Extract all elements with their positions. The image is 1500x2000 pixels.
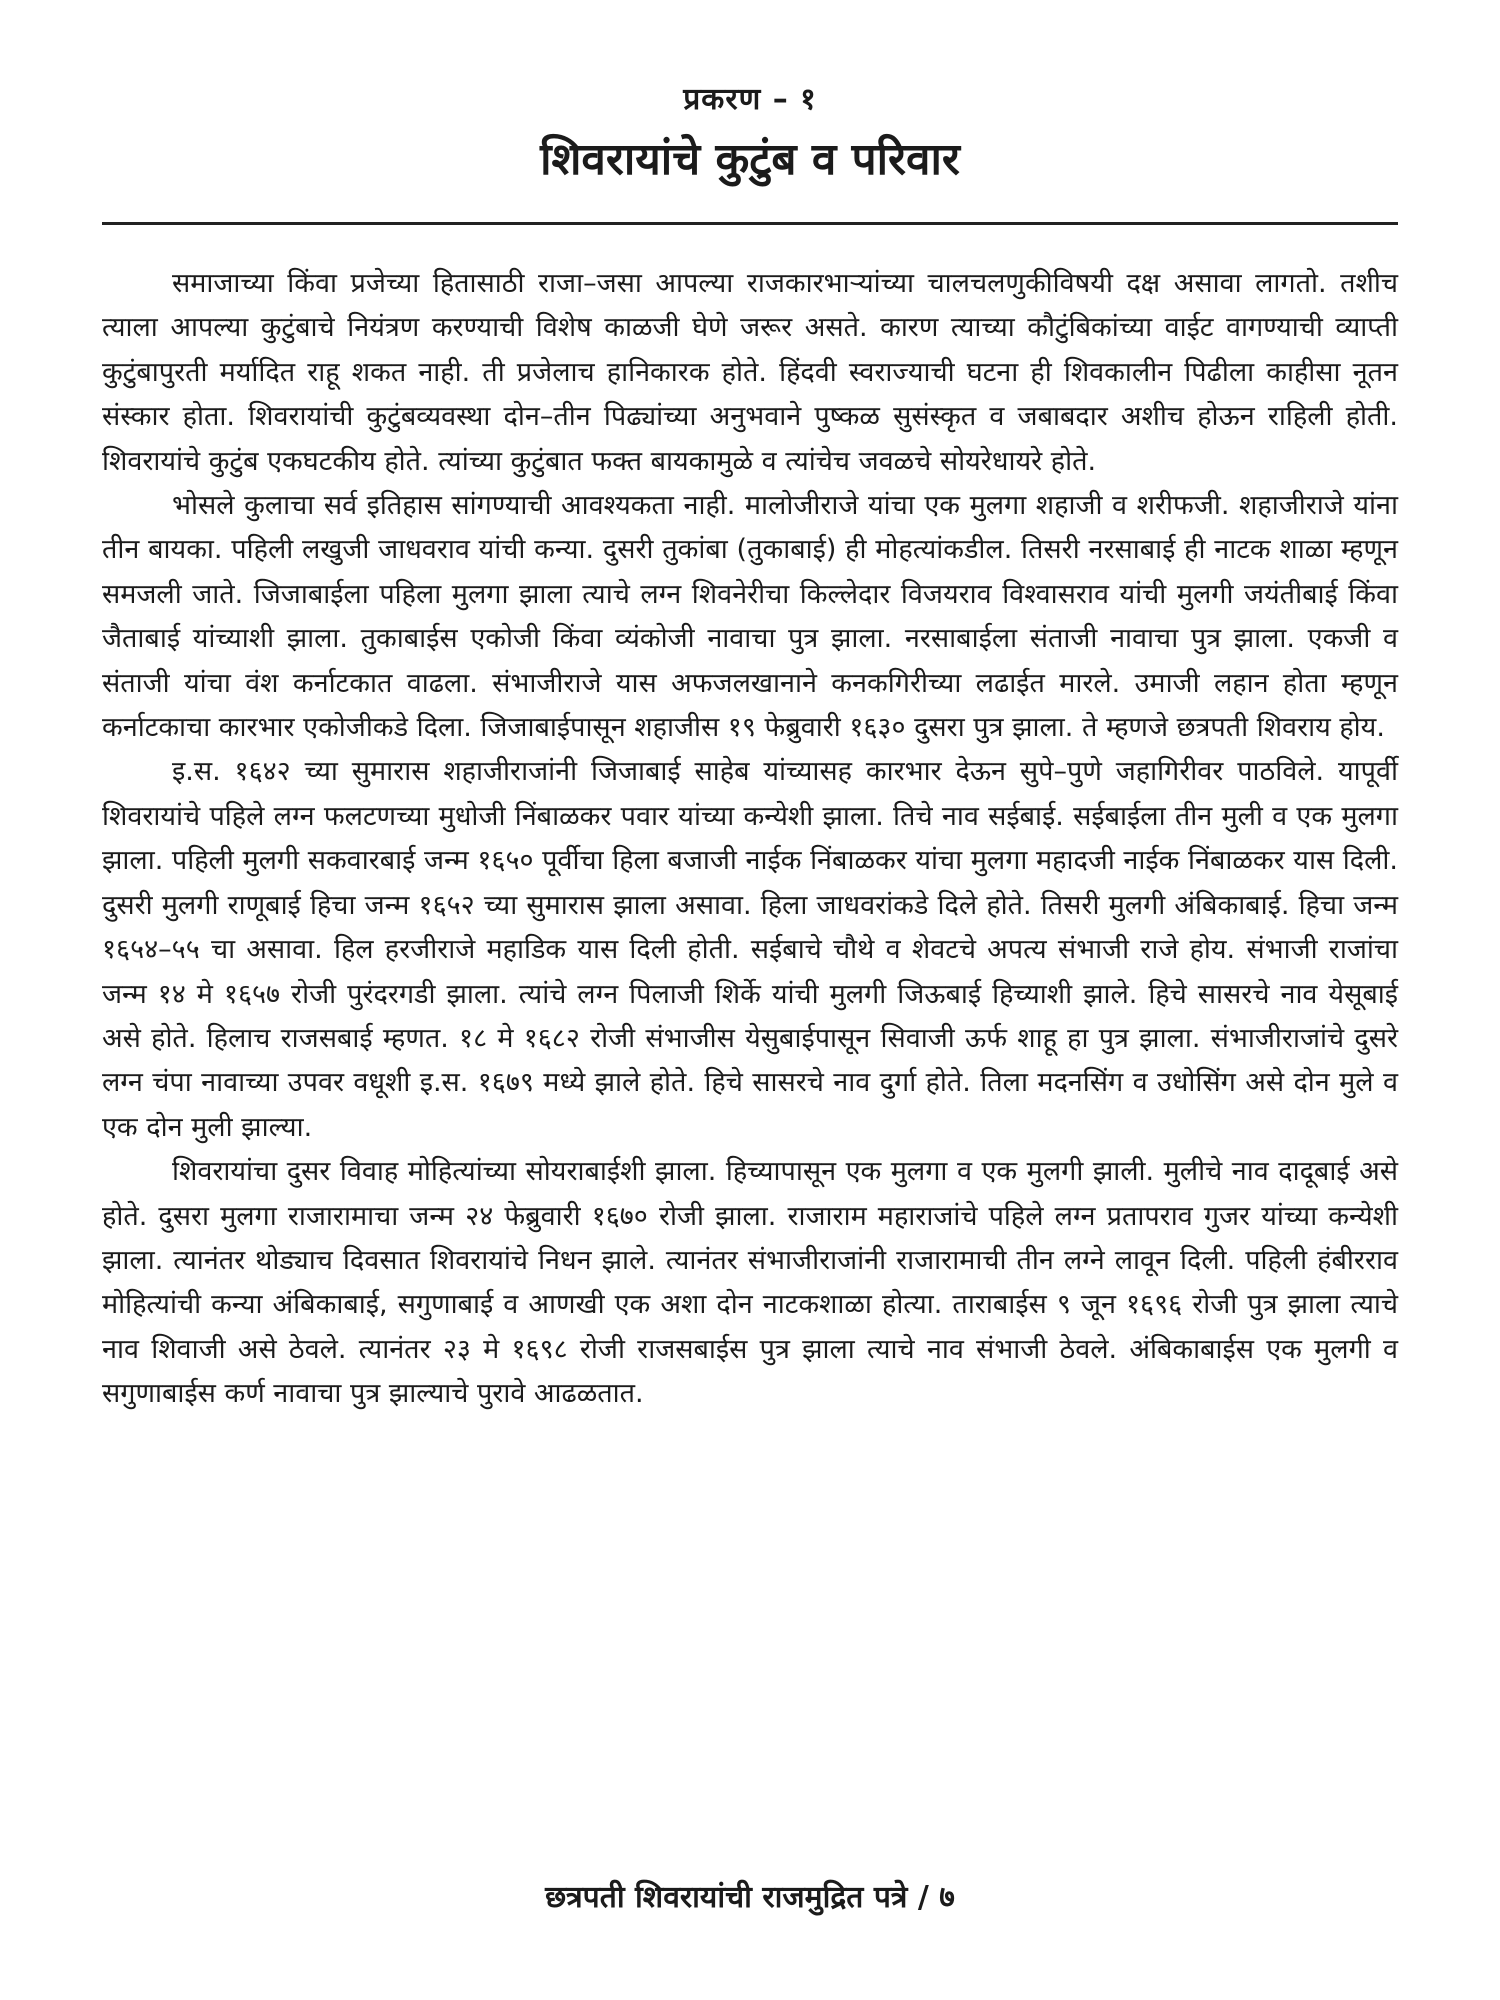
paragraph-4: शिवरायांचा दुसर विवाह मोहित्यांच्या सोयराबाईशी झाला. हिच्यापासून एक मुलगा व एक मुलगी झाली. मुलीचे नाव दादूबाई असे होते. दुसरा मुलगा राजारामाचा जन्म २४ फेब्रुवारी १६७० रोजी झाला. राजाराम महाराजांचे पहिले लग्न प्रतापराव गुजर यांच्या कन्येशी झाला. त्यानंतर थोड्याच दिवसात शिवरायांचे निधन झाले. त्यानंतर संभाजीराजांनी राजारामाची तीन लग्ने लावून दिली. पहिली हंबीरराव मोहित्यांची कन्या अंबिकाबाई, सगुणाबाई व आणखी एक अशा दोन नाटकशाळा होत्या. ताराबाईस ९ जून १६९६ रोजी पुत्र झाला त्याचे नाव शिवाजी असे ठेवले. त्यानंतर २३ मे १६९८ रोजी राजसबाईस पुत्र झाला त्याचे नाव संभाजी ठेवले. अंबिकाबाईस एक मुलगी व सगुणाबाईस कर्ण नावाचा पुत्र झाल्याचे पुरावे आढळतात. [102,1156,1398,1410]
paragraph-1: समाजाच्या किंवा प्रजेच्या हितासाठी राजा–जसा आपल्या राजकारभाऱ्यांच्या चालचलणुकीविषयी दक्ष असावा लागतो. तशीच त्याला आपल्या कुटुंबाचे नियंत्रण करण्याची विशेष काळजी घेणे जरूर असते. कारण त्याच्या कौटुंबिकांच्या वाईट वागण्याची व्याप्ती कुटुंबापुरती मर्यादित राहू शकत नाही. ती प्रजेलाच हानिकारक होते. हिंदवी स्वराज्याची घटना ही शिवकालीन पिढीला काहीसा नूतन संस्कार होता. शिवरायांची कुटुंबव्यवस्था दोन–तीन पिढ्यांच्या अनुभवाने पुष्कळ सुसंस्कृत व जबाबदार अशीच होऊन राहिली होती. शिवरायांचे कुटुंब एकघटकीय होते. त्यांच्या कुटुंबात फक्त बायकामुळे व त्यांचेच जवळचे सोयरेधायरे होते. [102,268,1398,477]
chapter-title: शिवरायांचे कुटुंब व परिवार [540,134,960,185]
chapter-body [102,262,1398,1417]
paragraph-2: भोसले कुलाचा सर्व इतिहास सांगण्याची आवश्यकता नाही. मालोजीराजे यांचा एक मुलगा शहाजी व शरीफजी. शहाजीराजे यांना तीन बायका. पहिली लखुजी जाधवराव यांची कन्या. दुसरी तुकांबा (तुकाबाई) ही मोहत्यांकडील. तिसरी नरसाबाई ही नाटक शाळा म्हणून समजली जाते. जिजाबाईला पहिला मुलगा झाला त्याचे लग्न शिवनेरीचा किल्लेदार विजयराव विश्वासराव यांची मुलगी जयंतीबाई किंवा जैताबाई यांच्याशी झाला. तुकाबाईस एकोजी किंवा व्यंकोजी नावाचा पुत्र झाला. नरसाबाईला संताजी नावाचा पुत्र झाला. एकजी व संताजी यांचा वंश कर्नाटकात वाढला. संभाजीराजे यास अफजलखानाने कनकगिरीच्या लढाईत मारले. उमाजी लहान होता म्हणून कर्नाटकाचा कारभार एकोजीकडे दिला. जिजाबाईपासून शहाजीस १९ फेब्रुवारी १६३० दुसरा पुत्र झाला. ते म्हणजे छत्रपती शिवराय होय. [102,490,1398,744]
page-footer: छत्रपती शिवरायांची राजमुद्रित पत्रे / ७ [545,1880,955,1915]
title-divider [102,222,1398,225]
chapter-label: प्रकरण – १ [683,82,817,117]
paragraph-3: इ.स. १६४२ च्या सुमारास शहाजीराजांनी जिजाबाई साहेब यांच्यासह कारभार देऊन सुपे–पुणे जहागिरीवर पाठविले. यापूर्वी शिवरायांचे पहिले लग्न फलटणच्या मुधोजी निंबाळकर पवार यांच्या कन्येशी झाला. तिचे नाव सईबाई. सईबाईला तीन मुली व एक मुलगा झाला. पहिली मुलगी सकवारबाई जन्म १६५० पूर्वीचा हिला बजाजी नाईक निंबाळकर यांचा मुलगा महादजी नाईक निंबाळकर यास दिली. दुसरी मुलगी राणूबाई हिचा जन्म १६५२ च्या सुमारास झाला असावा. हिला जाधवरांकडे दिले होते. तिसरी मुलगी अंबिकाबाई. हिचा जन्म १६५४–५५ चा असावा. हिल हरजीराजे महाडिक यास दिली होती. सईबाचे चौथे व शेवटचे अपत्य संभाजी राजे होय. संभाजी राजांचा जन्म १४ मे १६५७ रोजी पुरंदरगडी झाला. त्यांचे लग्न पिलाजी शिर्के यांची मुलगी जिऊबाई हिच्याशी झाले. हिचे सासरचे नाव येसूबाई असे होते. हिलाच राजसबाई म्हणत. १८ मे १६८२ रोजी संभाजीस येसुबाईपासून सिवाजी ऊर्फ शाहू हा पुत्र झाला. संभाजीराजांचे दुसरे लग्न चंपा नावाच्या उपवर वधूशी इ.स. १६७९ मध्ये झाले होते. हिचे सासरचे नाव दुर्गा होते. तिला मदनसिंग व उधोसिंग असे दोन मुले व एक दोन मुली झाल्या. [102,756,1398,1143]
